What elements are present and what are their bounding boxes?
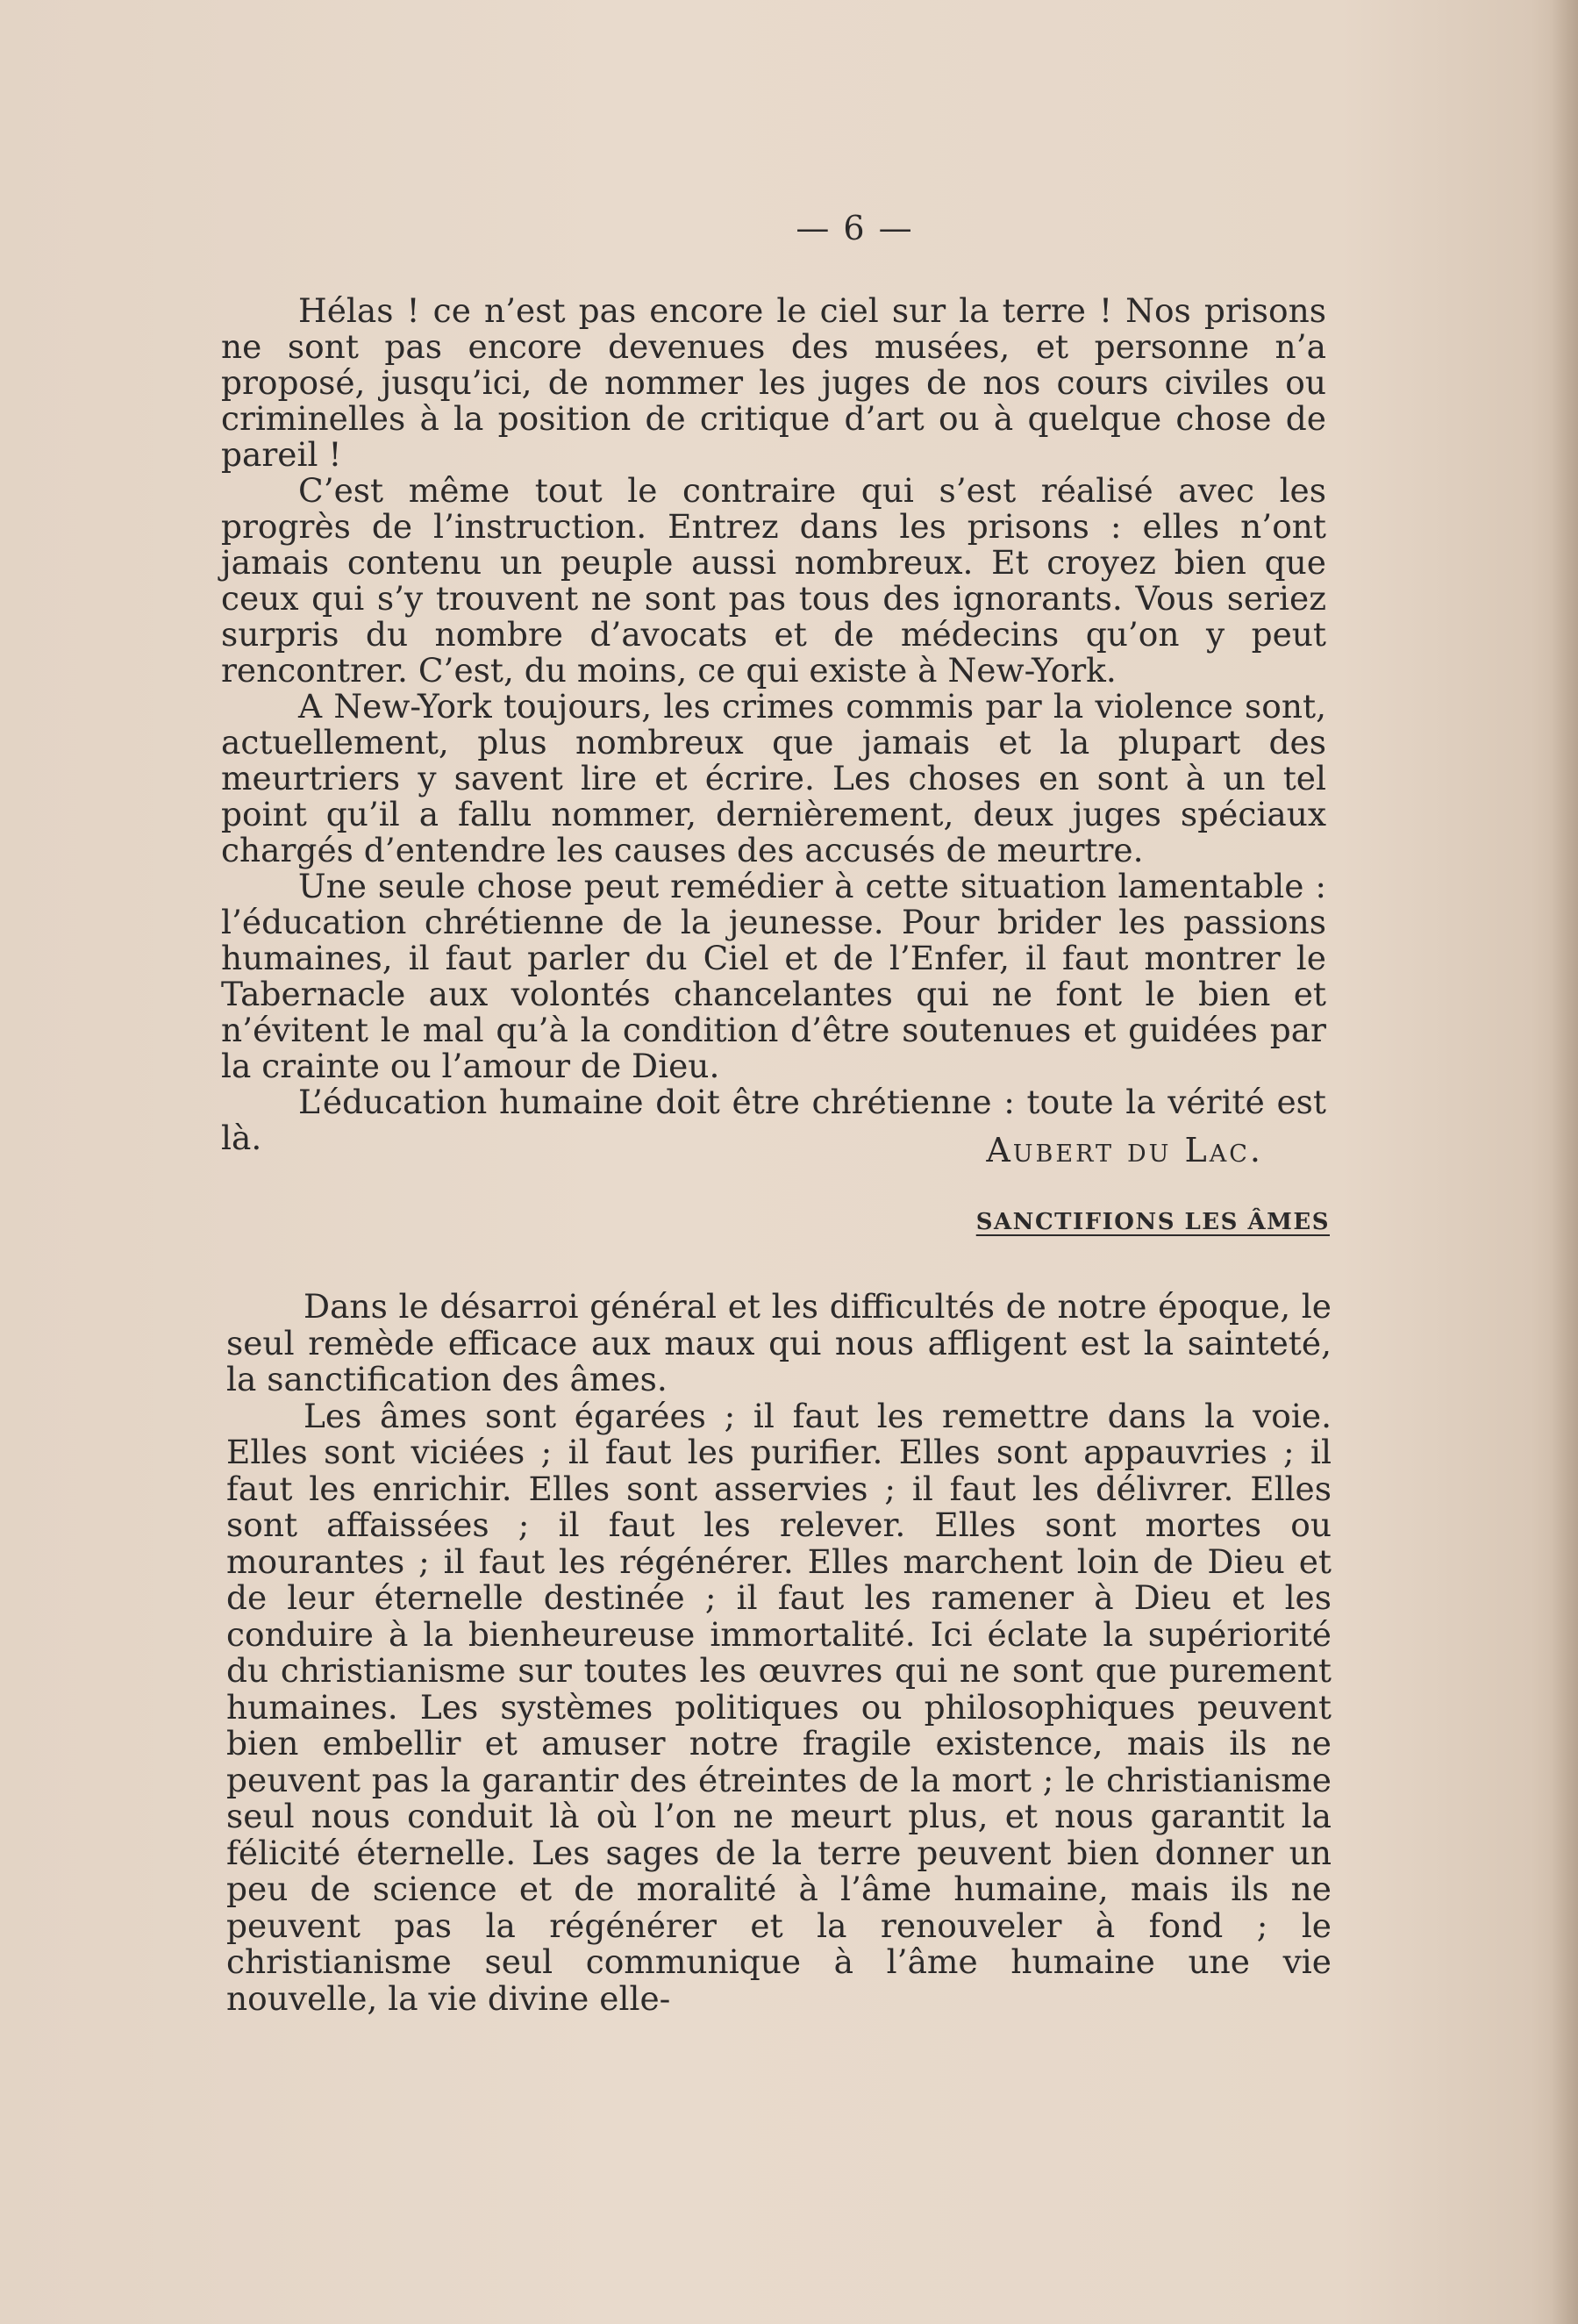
article-body (221, 293, 1326, 1156)
paragraph: Dans le désarroi général et les difficultés de notre époque, le seul remède efficace aux maux qui nous affligent est la sainteté, la sanctification des âmes. (226, 1287, 1332, 1398)
section-heading: SANCTIFIONS LES ÂMES (975, 1209, 1330, 1235)
paragraph: L’éducation humaine doit être chrétienne : toute la vérité est là. (221, 1083, 1326, 1157)
paragraph: Les âmes sont égarées ; il faut les remettre dans la voie. Elles sont viciées ; il faut les purifier. Elles sont appauvries ; il faut les enrichir. Elles sont asservies ; il faut les délivrer. Elles sont affaissées ; il faut les relever. Elles sont mortes ou mourantes ; il faut les régénérer. Elles marchent loin de Dieu et de leur éternelle destinée ; il faut les ramener à Dieu et les conduire à la bienheureuse immortalité. Ici éclate la supériorité du christianisme sur toutes les œuvres qui ne sont que purement humaines. Les systèmes politiques ou philosophiques peuvent bien embellir et amuser notre fragile existence, mais ils ne peuvent pas la garantir des étreintes de la mort ; le christianisme seul nous conduit là où l’on ne meurt plus, et nous garantit la félicité éternelle. Les sages de la terre peuvent bien donner un peu de science et de moralité à l’âme humaine, mais ils ne peuvent pas la régénérer et la renouveler à fond ; le christianisme seul communique à l’âme humaine une vie nouvelle, la vie divine elle- (226, 1396, 1332, 2018)
page-edge-shadow (1552, 0, 1578, 2324)
paragraph: Une seule chose peut remédier à cette situation lamentable : l’éducation chrétienne de la jeunesse. Pour brider les passions humaines, il faut parler du Ciel et de l’Enfer, il faut montrer le Tabernacle aux volontés chancelantes qui ne font le bien et n’évitent le mal qu’à la condition d’être soutenues et guidées par la crainte ou l’amour de Dieu. (221, 867, 1326, 1085)
article-body (226, 1289, 1332, 2017)
paragraph: C’est même tout le contraire qui s’est réalisé avec les progrès de l’instruction. Entrez dans les prisons : elles n’ont jamais contenu un peuple aussi nombreux. Et croyez bien que ceux qui s’y trouvent ne sont pas tous des ignorants. Vous seriez surpris du nombre d’avocats et de médecins qu’on y peut rencontrer. C’est, du moins, ce qui existe à New-York. (221, 471, 1326, 690)
paragraph: Hélas ! ce n’est pas encore le ciel sur la terre ! Nos prisons ne sont pas encore devenues des musées, et personne n’a proposé, jusqu’ici, de nommer les juges de nos cours civiles ou criminelles à la position de critique d’art ou à quelque chose de pareil ! (221, 291, 1326, 474)
paragraph: A New-York toujours, les crimes commis par la violence sont, actuellement, plus nombreux que jamais et la plupart des meurtriers y savent lire et écrire. Les choses en sont à un tel point qu’il a fallu nommer, dernièrement, deux juges spéciaux chargés d’entendre les causes des accusés de meurtre. (221, 687, 1326, 869)
author-signature: Aubert du Lac. (986, 1131, 1263, 1169)
page-number: — 6 — (796, 209, 914, 247)
